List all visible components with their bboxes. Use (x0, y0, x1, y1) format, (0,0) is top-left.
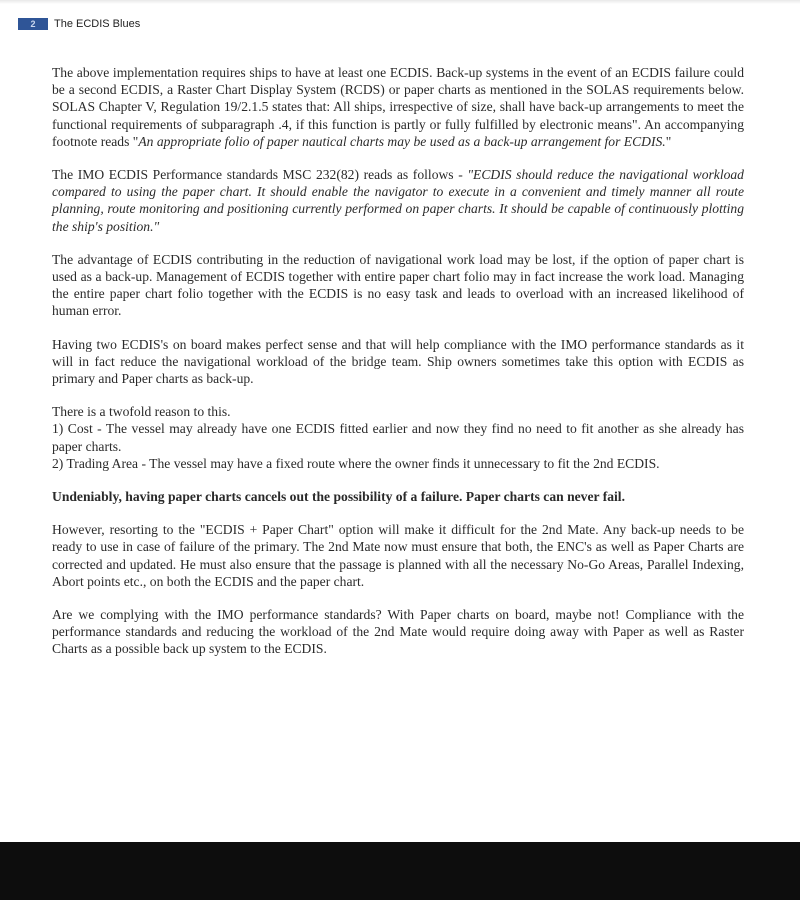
paragraph-2-quote: "ECDIS should reduce the navigational workload compared to using the paper chart. It should enable the navigator to execute in a convenient and timely manner all route planning, route monitoring and positioning currently performed on paper charts. It should be capable of continuously plotting the ship's position." (52, 167, 744, 234)
paragraph-1-text: The above implementation requires ships to have at least one ECDIS. Back-up systems in the event of an ECDIS failure could be a second ECDIS, a Raster Chart Display System (RCDS) or paper charts as mentioned in the SOLAS requirements below. SOLAS Chapter V, Regulation 19/2.1.5 states that: All ships, irrespective of size, shall have back-up arrangements to meet the functional requirements of subparagraph .4, if this function is partly or fully fulfilled by electronic means". An accompanying footnote reads " (52, 65, 744, 149)
running-title: The ECDIS Blues (54, 18, 141, 30)
paragraph-1-footnote-quote: An appropriate folio of paper nautical charts may be used as a back-up arrangement for ECDIS. (138, 133, 666, 149)
paragraph-8: Are we complying with the IMO performance standards? With Paper charts on board, maybe not! Compliance with the performance standards and reducing the workload of the 2nd Mate would require doing away with Paper as well as Raster Charts as a possible back up system to the ECDIS. (52, 607, 744, 657)
paragraph-7: However, resorting to the "ECDIS + Paper Chart" option will make it difficult for the 2nd Mate. Any back-up needs to be ready to use in case of failure of the primary. The 2nd Mate now must ensure that both, the ENC's as well as Paper Charts are corrected and updated. He must also ensure that the passage is planned with all the necessary No-Go Areas, Parallel Indexing, Abort points etc., on both the ECDIS and the paper chart. (52, 522, 744, 589)
reason-item-cost: 1) Cost - The vessel may already have one ECDIS fitted earlier and now they find no need to fit another as she already has paper charts. (52, 421, 744, 454)
page-header (0, 14, 800, 34)
scan-edge-shade (0, 0, 800, 4)
page-number: 2 (18, 18, 48, 30)
paragraph-5 (52, 403, 744, 472)
paragraph-4: Having two ECDIS's on board makes perfect sense and that will help compliance with the IMO performance standards as it will in fact reduce the navigational workload of the bridge team. Ship owners sometimes take this option with ECDIS as primary and Paper charts as back-up. (52, 336, 744, 387)
paragraph-2-text: The IMO ECDIS Performance standards MSC 232(82) reads as follows - (52, 167, 468, 183)
paragraph-3: The advantage of ECDIS contributing in the reduction of navigational work load may be lost, if the option of paper chart is used as a back-up. Management of ECDIS together with entire paper chart folio may in fact increase the work load. Managing the entire paper chart folio together with the ECDIS is no easy task and leads to overload with an increased likelihood of human error. (52, 251, 744, 319)
paragraph-2 (52, 166, 744, 235)
footer-band (0, 842, 800, 900)
paragraph-6-emphasis: Undeniably, having paper charts cancels out the possibility of a failure. Paper charts can never fail. (52, 489, 625, 505)
reason-item-trading-area: 2) Trading Area - The vessel may have a fixed route where the owner finds it unnecessary to fit the 2nd ECDIS. (52, 455, 660, 471)
paragraph-1 (52, 64, 744, 150)
reason-intro: There is a twofold reason to this. (52, 404, 231, 420)
body-text (52, 64, 744, 674)
paragraph-1-end: " (665, 133, 672, 149)
